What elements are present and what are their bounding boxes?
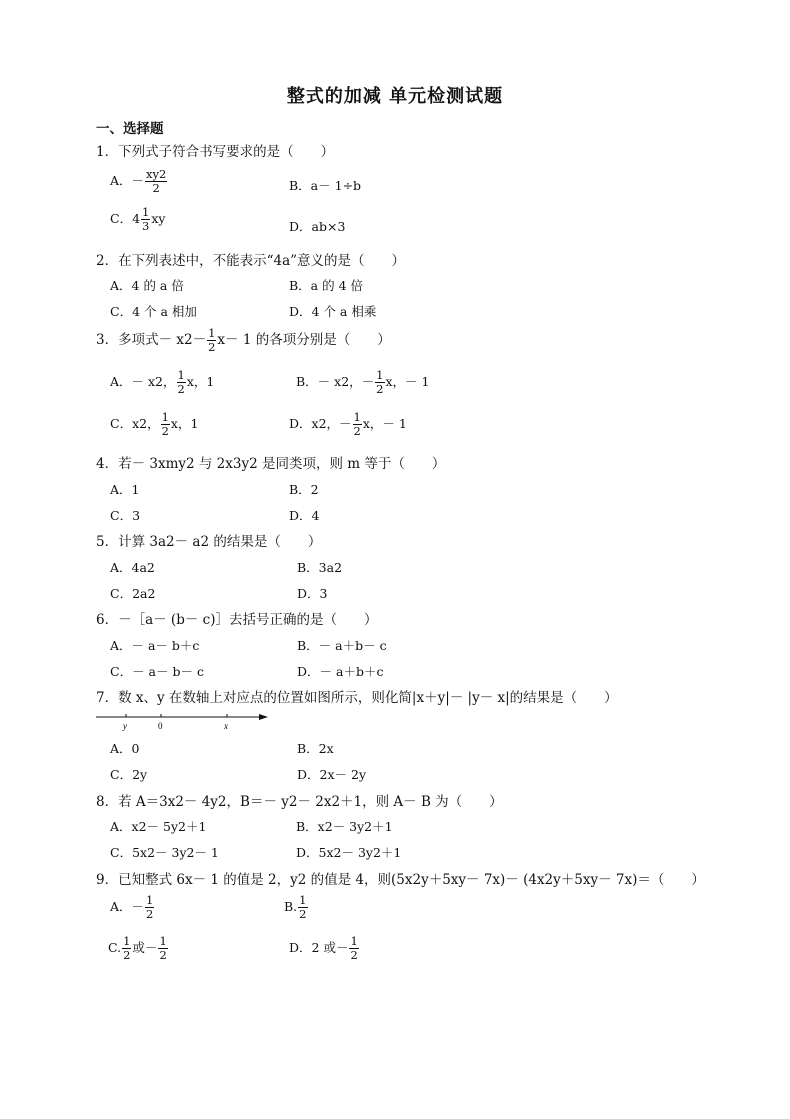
q9-option-d: D．2 或－ $\frac{1}{2}$ — [289, 934, 358, 963]
number-line — [96, 708, 268, 732]
q3-option-a: A．－ x2， $\frac{1}{2}$ x，1 — [110, 368, 215, 397]
q8-option-a: A．x2－ 5y2＋1 — [110, 819, 207, 834]
question-8: 8．若 A＝3x2－ 4y2，B＝－ y2－ 2x2＋1，则 A－ B 为（ ） — [96, 794, 503, 810]
q1-option-c: C．4 $\frac{1}{3}$ xy — [110, 205, 166, 234]
q5-option-a: A．4a2 — [110, 560, 155, 575]
q3-option-b: B．－ x2，－ $\frac{1}{2}$ x，－ 1 — [296, 368, 430, 397]
q5-option-d: D．3 — [297, 586, 328, 601]
q1-option-a: A．－ $\frac{xy2}{2}$ — [110, 167, 167, 196]
q1-option-d: D．ab×3 — [289, 219, 346, 234]
fraction: $\frac{1}{2}$ — [376, 368, 384, 397]
question-3: 3．多项式－ x2－ $\frac{1}{2}$ x－ 1 的各项分别是（ ） — [96, 326, 391, 355]
q1-option-b: B．a－ 1÷b — [289, 178, 362, 193]
section-heading: 一、选择题 — [96, 121, 164, 137]
question-1: 1．下列式子符合书写要求的是（ ） — [96, 144, 335, 160]
fraction: $\frac{1}{2}$ — [299, 893, 307, 922]
label-y: y — [123, 721, 127, 731]
q6-option-b: B．－ a＋b－ c — [297, 638, 387, 653]
q7-option-a: A．0 — [110, 741, 140, 756]
page-title: 整式的加减 单元检测试题 — [286, 86, 504, 107]
question-5: 5．计算 3a2－ a2 的结果是（ ） — [96, 534, 322, 550]
fraction: $\frac{1}{2}$ — [177, 368, 185, 397]
fraction: $\frac{1}{2}$ — [353, 410, 361, 439]
question-2: 2．在下列表述中，不能表示“4a”意义的是（ ） — [96, 253, 406, 269]
number-line-arrow — [259, 714, 268, 720]
q2-option-b: B．a 的 4 倍 — [289, 278, 364, 293]
q7-option-b: B．2x — [297, 741, 334, 756]
q5-option-b: B．3a2 — [297, 560, 343, 575]
q8-option-d: D．5x2－ 3y2＋1 — [296, 845, 402, 860]
fraction: $\frac{xy2}{2}$ — [146, 167, 167, 196]
label-0: 0 — [158, 721, 163, 731]
q3-option-d: D．x2，－ $\frac{1}{2}$ x，－ 1 — [289, 410, 407, 439]
q4-option-b: B．2 — [289, 482, 319, 497]
q7-option-d: D．2x－ 2y — [297, 767, 367, 782]
q8-option-c: C．5x2－ 3y2－ 1 — [110, 845, 219, 860]
q9-option-c: C. $\frac{1}{2}$ 或－ $\frac{1}{2}$ — [108, 934, 167, 963]
fraction: $\frac{1}{2}$ — [161, 410, 169, 439]
fraction: $\frac{1}{2}$ — [146, 893, 154, 922]
q7-option-c: C．2y — [110, 767, 148, 782]
question-6: 6．－［a－ (b－ c)］去括号正确的是（ ） — [96, 612, 378, 628]
fraction: $\frac{1}{2}$ — [350, 934, 358, 963]
q3-option-c: C．x2， $\frac{1}{2}$ x，1 — [110, 410, 199, 439]
q9-option-a: A．－ $\frac{1}{2}$ — [110, 893, 154, 922]
q2-option-a: A．4 的 a 倍 — [110, 278, 184, 293]
question-9: 9．已知整式 6x－ 1 的值是 2，y2 的值是 4，则(5x2y＋5xy－ 7x)－ (4x2y＋5xy－ 7x)＝（ ） — [96, 872, 705, 888]
question-4: 4．若－ 3xmy2 与 2x3y2 是同类项，则 m 等于（ ） — [96, 456, 446, 472]
fraction: $\frac{1}{2}$ — [123, 934, 131, 963]
fraction: $\frac{1}{3}$ — [142, 205, 150, 234]
q9-option-b: B. $\frac{1}{2}$ — [284, 893, 307, 922]
q5-option-c: C．2a2 — [110, 586, 156, 601]
q2-option-d: D．4 个 a 相乘 — [289, 304, 377, 319]
fraction: $\frac{1}{2}$ — [159, 934, 167, 963]
q6-option-a: A．－ a－ b＋c — [110, 638, 200, 653]
q8-option-b: B．x2－ 3y2＋1 — [296, 819, 393, 834]
fraction: $\frac{1}{2}$ — [208, 326, 216, 355]
q2-option-c: C．4 个 a 相加 — [110, 304, 197, 319]
question-7: 7．数 x、y 在数轴上对应点的位置如图所示，则化简|x＋y|－ |y－ x|的结果是（ ） — [96, 690, 618, 706]
q6-option-c: C．－ a－ b－ c — [110, 664, 204, 679]
label-x: x — [224, 721, 228, 731]
q4-option-d: D．4 — [289, 508, 320, 523]
q6-option-d: D．－ a＋b＋c — [297, 664, 384, 679]
q4-option-c: C．3 — [110, 508, 141, 523]
q4-option-a: A．1 — [110, 482, 140, 497]
